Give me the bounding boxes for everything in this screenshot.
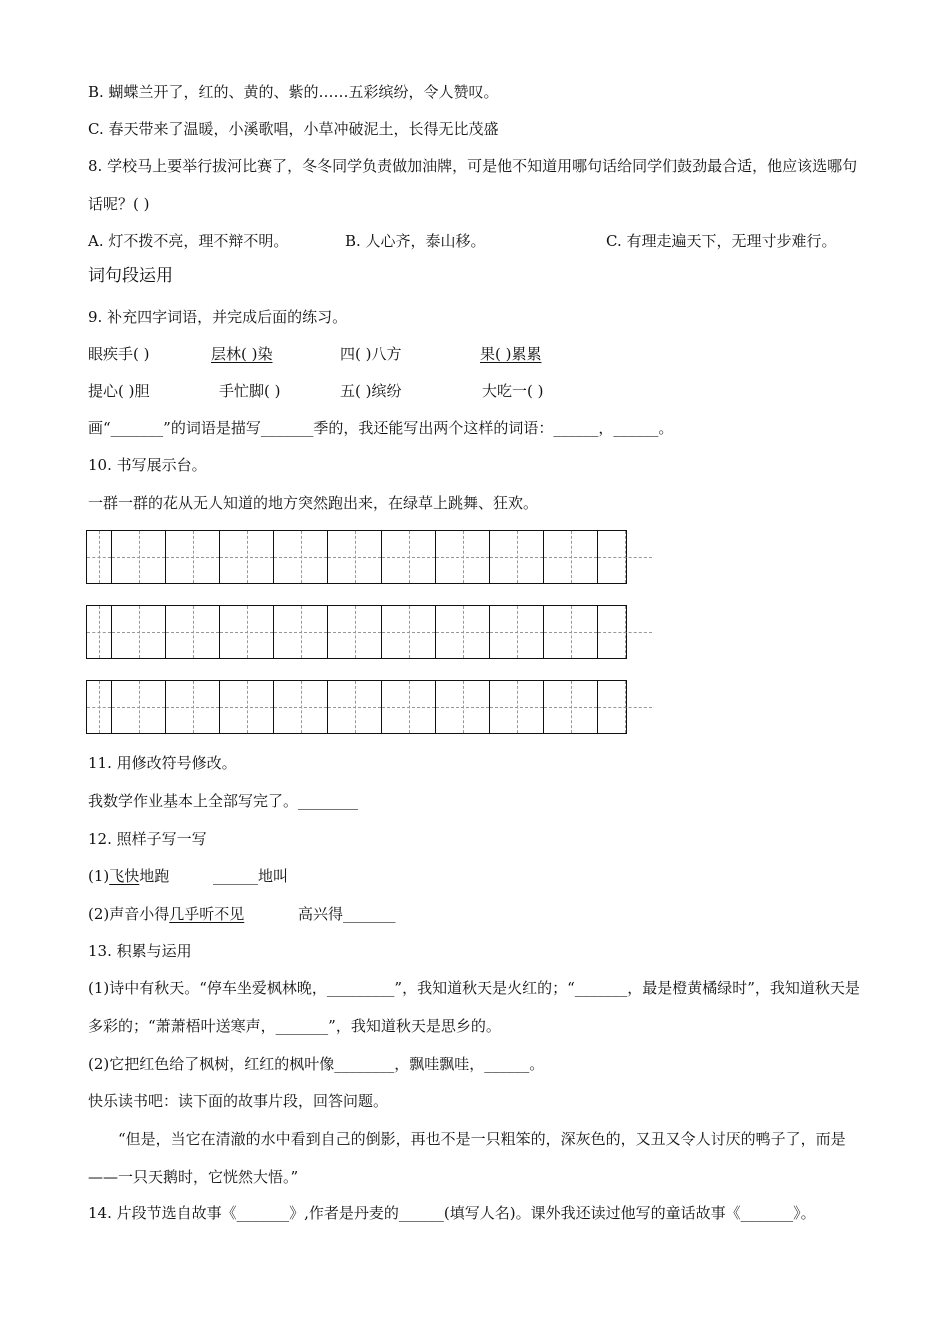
q9-fill: 画“_______”的词语是描写_______季的，我还能写出两个这样的词语：______，______。 (88, 419, 674, 437)
q12-blank-1: ______地叫 (213, 867, 289, 885)
q12-s2-pre: (2)声音小得 (88, 905, 170, 923)
q9-word-5: 提心( )胆 (88, 382, 150, 400)
q13-part-2: (2)它把红色给了枫树，红红的枫叶像________，飘哇飘哇，______。 (88, 1055, 545, 1073)
q9-word-1: 眼疾手( ) (88, 345, 150, 363)
q10-stem: 10. 书写展示台。 (88, 456, 207, 474)
section-title: 词句段运用 (88, 266, 173, 286)
q7-option-b: B. 蝴蝶兰开了，红的、黄的、紫的……五彩缤纷，令人赞叹。 (88, 83, 499, 101)
q9-word-2: 层林( )染 (211, 345, 273, 363)
q8-option-a: A. 灯不拨不亮，理不辩不明。 (88, 232, 289, 250)
reading-intro: 快乐读书吧：读下面的故事片段，回答问题。 (88, 1092, 389, 1110)
q8-option-b: B. 人心齐，泰山移。 (345, 232, 486, 250)
q9-word-6: 手忙脚( ) (219, 382, 281, 400)
q12-s1-underline: 飞快 (109, 867, 140, 885)
q9-word-4: 果( )累累 (480, 345, 542, 363)
q12-s1-num: (1) (88, 867, 110, 885)
q9-word-3: 四( )八方 (340, 345, 402, 363)
q8-option-c: C. 有理走遍天下，无理寸步难行。 (606, 232, 837, 250)
q12-s1-rest: 地跑 (139, 867, 170, 885)
q7-option-c: C. 春天带来了温暖，小溪歌唱，小草冲破泥土，长得无比茂盛 (88, 120, 499, 138)
q13-stem: 13. 积累与运用 (88, 942, 192, 960)
reading-passage: “但是，当它在清澈的水中看到自己的倒影，再也不是一只粗笨的，深灰色的，又丑又令人讨厌的鸭子了，而是——一只天鹅时，它恍然大悟。” (88, 1130, 846, 1186)
q11-sentence: 我数学作业基本上全部写完了。________ (88, 792, 359, 810)
writing-grid-2[interactable] (86, 605, 627, 659)
writing-grid-3[interactable] (86, 680, 627, 734)
q12-stem: 12. 照样子写一写 (88, 830, 207, 848)
q12-s2-underline: 几乎听不见 (169, 905, 245, 923)
q12-sample-1 (88, 866, 169, 886)
q12-blank-2: 高兴得_______ (298, 905, 396, 923)
q14-stem: 14. 片段节选自故事《_______》,作者是丹麦的______(填写人名)。课外我还读过他写的童话故事《_______》。 (88, 1204, 816, 1222)
q8-stem: 8. 学校马上要举行拔河比赛了，冬冬同学负责做加油牌，可是他不知道用哪句话给同学们鼓劲最合适，他应该选哪句话呢？( ) (88, 157, 858, 213)
q9-stem: 9. 补充四字词语，并完成后面的练习。 (88, 308, 348, 326)
q9-word-7: 五( )缤纷 (340, 382, 402, 400)
q10-sentence: 一群一群的花从无人知道的地方突然跑出来，在绿草上跳舞、狂欢。 (88, 494, 539, 512)
writing-grid-1[interactable] (86, 530, 627, 584)
q13-part-1: (1)诗中有秋天。“停车坐爱枫林晚，_________”，我知道秋天是火红的；“_______，最是橙黄橘绿时”，我知道秋天是多彩的；“萧萧梧叶送寒声，_______”，我知道秋天是思乡的。 (88, 979, 860, 1035)
q9-word-8: 大吃一( ) (482, 382, 544, 400)
q11-stem: 11. 用修改符号修改。 (88, 754, 237, 772)
q12-sample-2 (88, 904, 244, 924)
